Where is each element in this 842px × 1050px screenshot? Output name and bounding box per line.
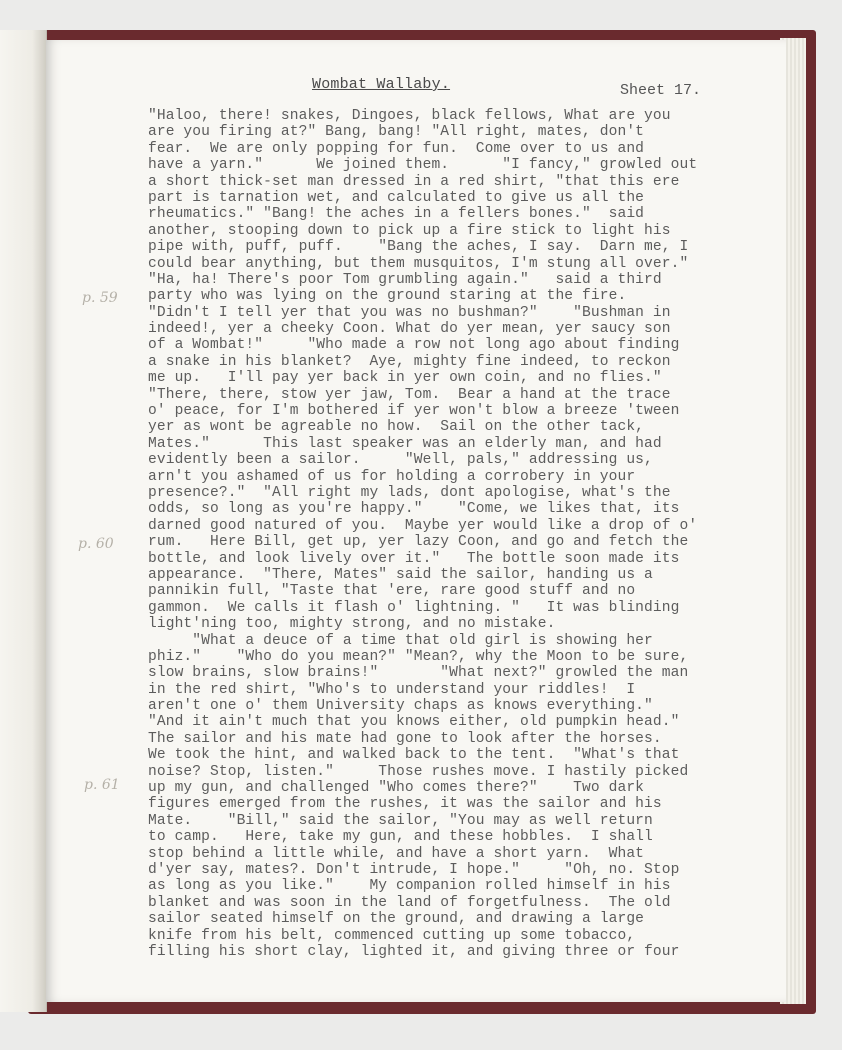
text-line: yer as wont be agreable no how. Sail on the other tack, xyxy=(148,419,645,436)
text-line: filling his short clay, lighted it, and giving three or four xyxy=(148,943,680,960)
text-line: "Didn't I tell yer that you was no bushman?" "Bushman in xyxy=(148,304,671,321)
text-line: Mates." This last speaker was an elderly man, and had xyxy=(148,435,662,452)
text-line: a short thick-set man dressed in a red shirt, "that this ere xyxy=(148,173,680,190)
text-line: "Ha, ha! There's poor Tom grumbling again." said a third xyxy=(148,271,662,288)
text-line: in the red shirt, "Who's to understand your riddles! I xyxy=(148,681,636,698)
text-line: up my gun, and challenged "Who comes there?" Two dark xyxy=(148,780,645,797)
text-line: pannikin full, "Taste that 'ere, rare good stuff and no xyxy=(148,583,636,600)
text-line: We took the hint, and walked back to the tent. "What's that xyxy=(148,747,680,764)
text-line: to camp. Here, take my gun, and these hobbles. I shall xyxy=(148,829,653,846)
text-line: fear. We are only popping for fun. Come over to us and xyxy=(148,140,645,157)
margin-note: p. 60 xyxy=(78,536,114,552)
margin-note: p. 59 xyxy=(82,290,118,306)
text-line: are you firing at?" Bang, bang! "All right, mates, don't xyxy=(148,124,645,141)
text-line: sailor seated himself on the ground, and drawing a large xyxy=(148,911,645,928)
text-line: me up. I'll pay yer back in yer own coin, and no flies." xyxy=(148,370,662,387)
typed-body-text xyxy=(148,108,748,960)
text-line: evidently been a sailor. "Well, pals," addressing us, xyxy=(148,452,653,469)
text-line: appearance. "There, Mates" said the sailor, handing us a xyxy=(148,566,653,583)
sheet-number: Sheet 17. xyxy=(620,82,702,99)
text-line: as long as you like." My companion rolled himself in his xyxy=(148,878,671,895)
text-line: slow brains, slow brains!" "What next?" growled the man xyxy=(148,665,689,682)
text-line: "Haloo, there! snakes, Dingoes, black fellows, What are you xyxy=(148,108,671,124)
text-line: rheumatics." "Bang! the aches in a fellers bones." said xyxy=(148,206,645,223)
text-line: Mate. "Bill," said the sailor, "You may as well return xyxy=(148,812,653,829)
text-line: odds, so long as you're happy." "Come, we likes that, its xyxy=(148,501,680,518)
text-line: arn't you ashamed of us for holding a corrobery in your xyxy=(148,468,636,485)
text-line: aren't one o' them University chaps as knows everything." xyxy=(148,698,653,715)
text-line: phiz." "Who do you mean?" "Mean?, why the Moon to be sure, xyxy=(148,648,689,665)
text-line: darned good natured of you. Maybe yer would like a drop of o' xyxy=(148,517,698,534)
text-line: of a Wombat!" "Who made a row not long ago about finding xyxy=(148,337,680,354)
text-line: "There, there, stow yer jaw, Tom. Bear a hand at the trace xyxy=(148,386,671,403)
text-line: bottle, and look lively over it." The bottle soon made its xyxy=(148,550,680,567)
left-page xyxy=(0,30,47,1012)
page-title: Wombat Wallaby. xyxy=(312,76,451,93)
text-line: have a yarn." We joined them. "I fancy," growled out xyxy=(148,157,698,174)
text-line: gammon. We calls it flash o' lightning. " It was blinding xyxy=(148,599,680,616)
text-line: party who was lying on the ground staring at the fire. xyxy=(148,288,627,305)
text-line: o' peace, for I'm bothered if yer won't blow a breeze 'tween xyxy=(148,403,680,420)
text-line: figures emerged from the rushes, it was the sailor and his xyxy=(148,796,662,813)
text-line: noise? Stop, listen." Those rushes move. I hastily picked xyxy=(148,763,689,780)
text-line: d'yer say, mates?. Don't intrude, I hope." "Oh, no. Stop xyxy=(148,861,680,878)
text-line: indeed!, yer a cheeky Coon. What do yer mean, yer saucy son xyxy=(148,321,671,338)
text-line: light'ning too, mighty strong, and no mistake. xyxy=(148,616,556,633)
text-line: a snake in his blanket? Aye, mighty fine indeed, to reckon xyxy=(148,353,671,370)
text-line: knife from his belt, commenced cutting up some tobacco, xyxy=(148,927,636,944)
text-line: could bear anything, but them musquitos, I'm stung all over." xyxy=(148,255,689,272)
text-line: "What a deuce of a time that old girl is showing her xyxy=(148,632,653,649)
text-line: presence?." "All right my lads, dont apologise, what's the xyxy=(148,484,671,501)
text-line: "And it ain't much that you knows either, old pumpkin head." xyxy=(148,714,680,731)
text-line: part is tarnation wet, and calculated to give us all the xyxy=(148,189,645,206)
text-line: blanket and was soon in the land of forgetfulness. The old xyxy=(148,894,671,911)
text-line: pipe with, puff, puff. "Bang the aches, I say. Darn me, I xyxy=(148,239,689,256)
text-line: another, stooping down to pick up a fire stick to light his xyxy=(148,222,671,239)
margin-note: p. 61 xyxy=(84,777,120,793)
text-line: rum. Here Bill, get up, yer lazy Coon, and go and fetch the xyxy=(148,534,689,551)
text-line: stop behind a little while, and have a short yarn. What xyxy=(148,845,645,862)
text-line: The sailor and his mate had gone to look after the horses. xyxy=(148,730,662,747)
